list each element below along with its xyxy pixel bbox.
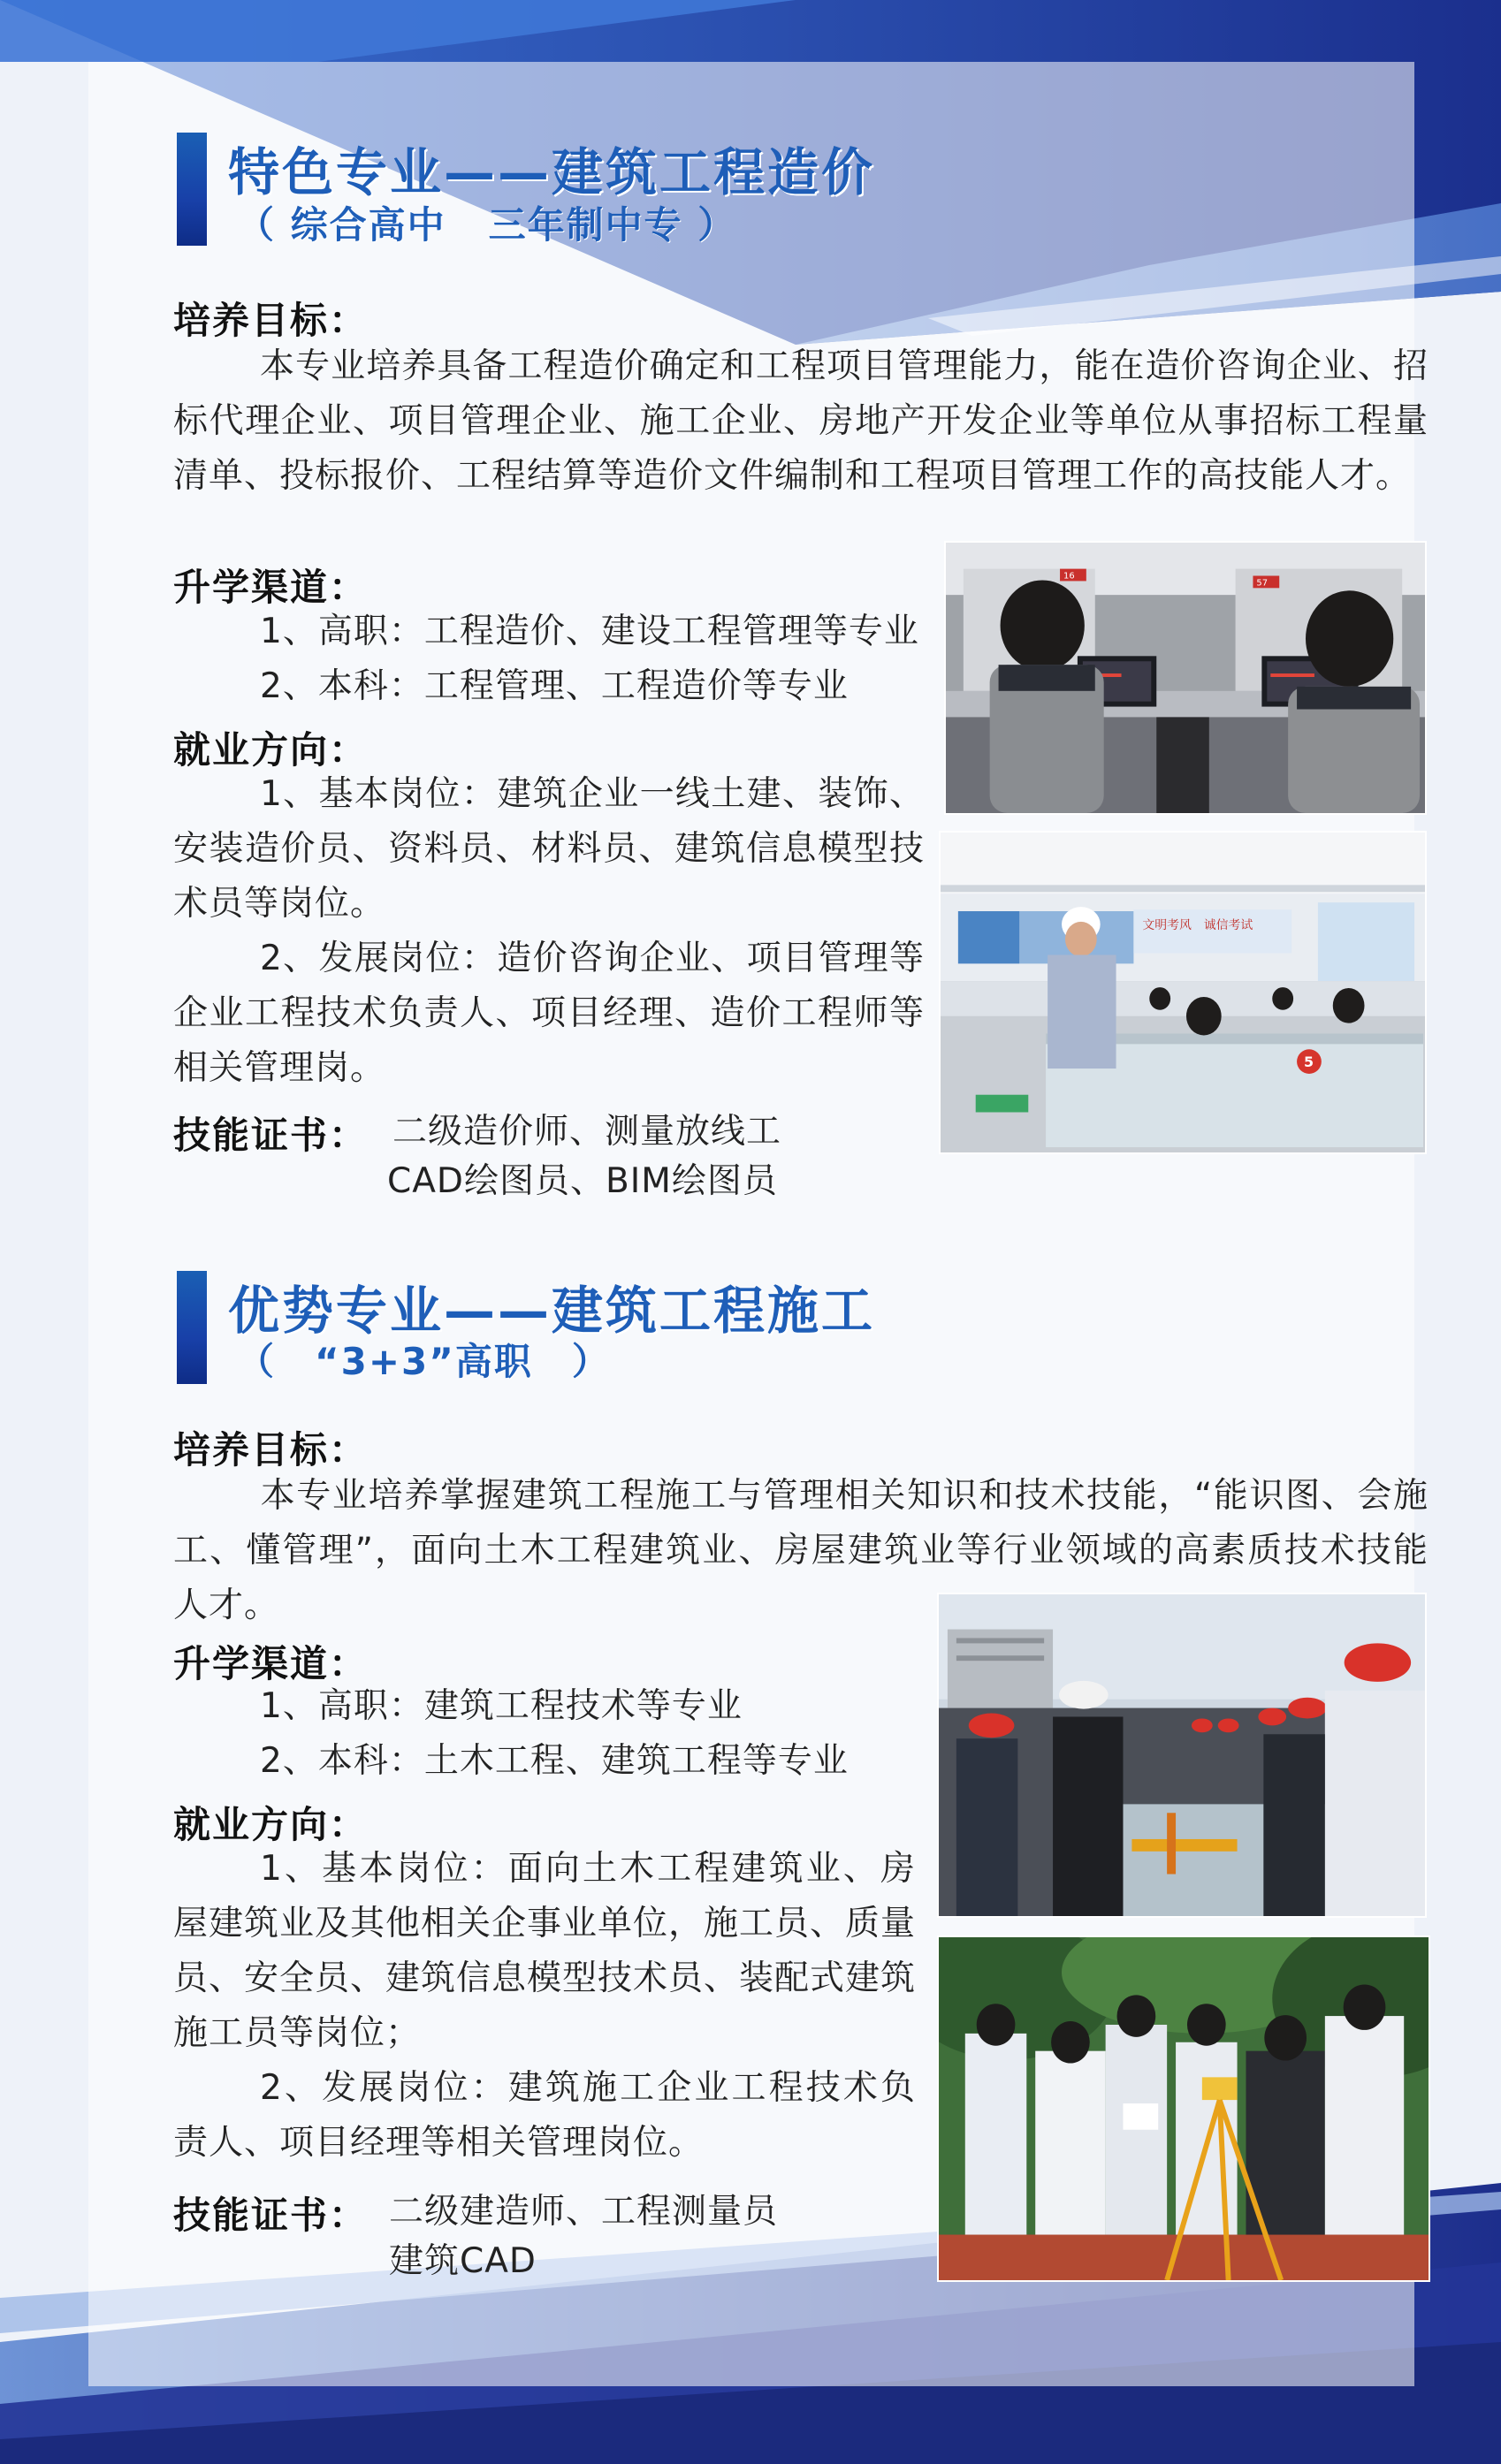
goal-text: 本专业培养具备工程造价确定和工程项目管理能力，能在造价咨询企业、招标代理企业、项目管理企业、施工企业、房地产开发企业等单位从事招标工程量清单、投标报价、工程结算等造价文件编制和工程项目管理工作的高技能人才。 xyxy=(173,346,1429,496)
title-accent-bar xyxy=(177,1271,207,1384)
job-heading: 就业方向： xyxy=(173,728,369,772)
path-item: 1、高职：工程造价、建设工程管理等专业 xyxy=(260,612,919,651)
job-dev-paragraph xyxy=(173,932,925,1096)
job-basic-paragraph xyxy=(173,1842,916,2061)
job-dev-paragraph xyxy=(173,2061,916,2171)
subtitle-right: 三年制中专 ） xyxy=(488,203,737,247)
job-dev-text: 2、发展岗位：建筑施工企业工程技术负责人、项目经理等相关管理岗位。 xyxy=(173,2068,916,2163)
photo-computer-lab xyxy=(944,541,1427,815)
path-heading: 升学渠道： xyxy=(173,566,369,609)
photo-site-model xyxy=(937,1593,1427,1918)
cert-heading: 技能证书： xyxy=(173,1114,369,1157)
goal-heading: 培养目标： xyxy=(173,1428,369,1472)
section-cost-engineering xyxy=(0,0,1501,1228)
section-title: 特色专业——建筑工程造价 xyxy=(228,142,876,202)
path-item: 2、本科：工程管理、工程造价等专业 xyxy=(260,666,849,706)
station-number: 5 xyxy=(1304,1053,1314,1071)
section-title: 优势专业——建筑工程施工 xyxy=(228,1281,876,1341)
seat-sign-right: 57 xyxy=(1256,578,1269,589)
goal-text: 本专业培养掌握建筑工程施工与管理相关知识和技术技能，“能识图、会施工、懂管理”，面向土木工程建筑业、房屋建筑业等行业领域的高素质技术技能人才。 xyxy=(173,1476,1429,1625)
cert-heading: 技能证书： xyxy=(173,2194,369,2237)
job-basic-text: 1、基本岗位：面向土木工程建筑业、房屋建筑业及其他相关企事业单位，施工员、质量员、安全员、建筑信息模型技术员、装配式建筑施工员等岗位； xyxy=(173,1849,917,2053)
job-heading: 就业方向： xyxy=(173,1803,369,1846)
goal-heading: 培养目标： xyxy=(173,299,369,342)
section-construction xyxy=(0,1228,1501,2377)
job-basic-paragraph xyxy=(173,767,925,932)
section-subtitle xyxy=(237,196,736,249)
exam-banner: 文明考风 诚信考试 xyxy=(1142,917,1253,932)
section-subtitle: （ “3+3”高职 ） xyxy=(237,1340,611,1383)
path-heading: 升学渠道： xyxy=(173,1642,369,1685)
cert-line: CAD绘图员、BIM绘图员 xyxy=(387,1161,778,1201)
job-basic-text: 1、基本岗位：建筑企业一线土建、装饰、安装造价员、资料员、材料员、建筑信息模型技术员等岗位。 xyxy=(173,774,925,924)
photo-surveying xyxy=(937,1935,1430,2282)
cert-line: 建筑CAD xyxy=(389,2241,537,2281)
goal-paragraph xyxy=(173,339,1429,504)
job-dev-text: 2、发展岗位：造价咨询企业、项目管理等企业工程技术负责人、项目经理、造价工程师等相关管理岗。 xyxy=(173,939,925,1088)
cert-line: 二级建造师、工程测量员 xyxy=(389,2192,779,2232)
path-item: 2、本科：土木工程、建筑工程等专业 xyxy=(260,1741,849,1781)
path-item: 1、高职：建筑工程技术等专业 xyxy=(260,1686,743,1726)
subtitle-left: （ 综合高中 xyxy=(237,203,446,247)
seat-sign-left: 16 xyxy=(1063,571,1075,582)
photo-exam-room xyxy=(939,831,1427,1154)
title-accent-bar xyxy=(177,133,207,246)
cert-line: 二级造价师、测量放线工 xyxy=(392,1112,782,1152)
